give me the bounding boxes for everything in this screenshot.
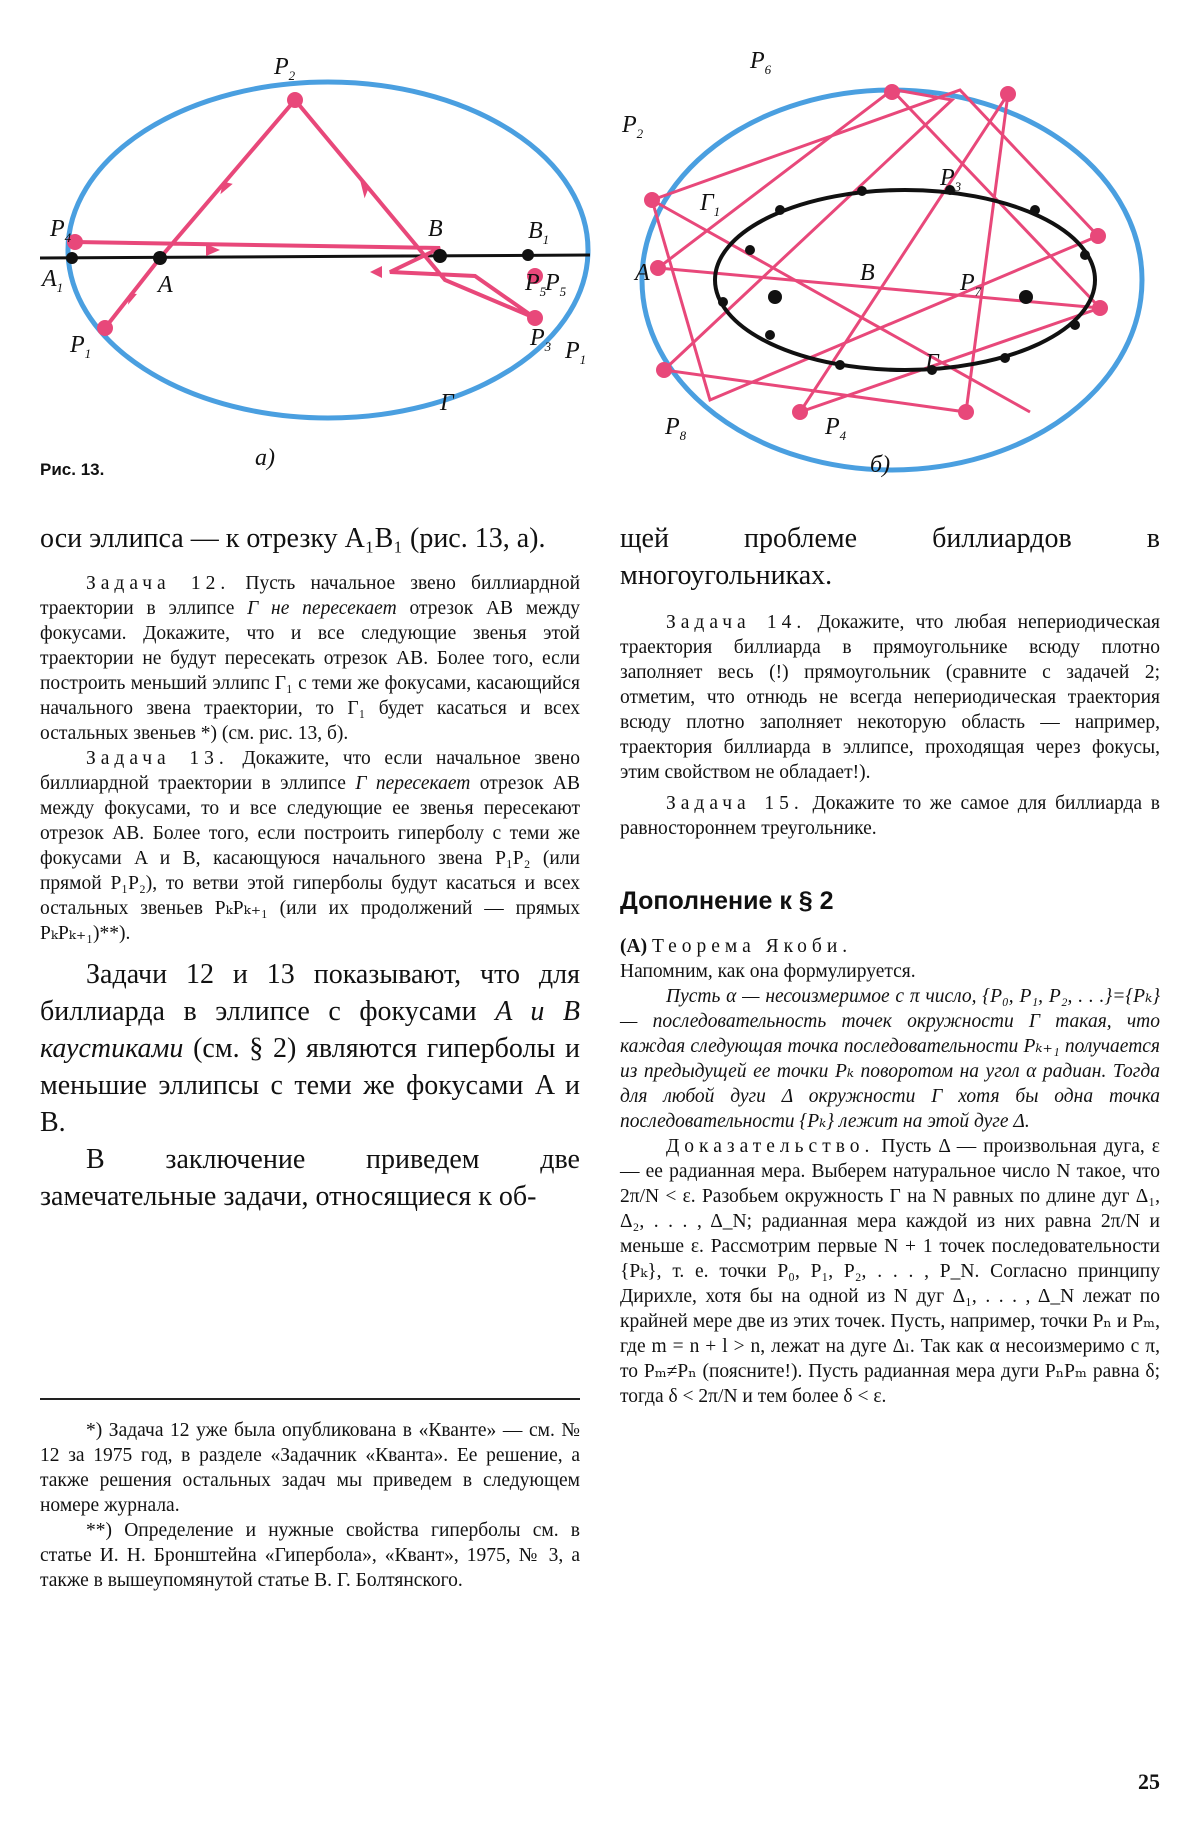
label-A: A	[158, 272, 173, 298]
label-G1: $Г_1$	[700, 190, 721, 219]
subfigure-b-label: б)	[870, 452, 891, 478]
problem-12: Задача 12. Пусть начальное звено биллиардной траектории в эллипсе Г не пересекает отрезок AB между фокусами. Докажите, что и все следующие звенья этой траектории не будут пересекать отрезок AB. Более того, если построить меньший эллипс Г₁ с теми же фокусами, касающийся начального звена траектории, то Г₁ будет касаться и всех остальных звеньев *) (см. рис. 13, б).	[40, 573, 580, 744]
label-B: B	[428, 216, 443, 242]
footnote-divider	[40, 1398, 580, 1400]
theorem-statement: Пусть α — несоизмеримое с π число, {P₀, P₁, P₂, . . .}={Pₖ} — последовательность точек окружности Г такая, что каждая следующая точка последовательности Pₖ₊₁ получается из предыдущей ее точки Pₖ поворотом на угол α радиан. Тогда для любой дуги Δ окружности Г хотя бы одна точка последовательности {Pₖ} лежит на этой дуге Δ.	[620, 986, 1160, 1132]
label-B1: $B_1$	[528, 218, 550, 247]
label-A: A	[635, 260, 650, 286]
label-P6: $P_6$	[750, 48, 772, 77]
label-Gamma: Г	[440, 390, 454, 416]
subfigure-a-label: а)	[255, 445, 275, 471]
trajectory	[652, 90, 1100, 412]
label-P5: $P_5$	[525, 270, 547, 299]
label-P3: $P_3$	[530, 325, 552, 354]
focus-B	[1019, 290, 1033, 304]
right-column	[620, 520, 1160, 1409]
figure-13a	[30, 40, 590, 440]
major-axis-line	[40, 255, 590, 258]
label-P5: $P_5$	[545, 270, 567, 299]
page-number: 25	[1138, 1769, 1160, 1794]
label-B: B	[860, 260, 875, 286]
jacobi-title: (А) Теорема Якоби.	[620, 936, 853, 957]
label-P4: $P_4$	[50, 216, 72, 245]
label-P1: $P_1$	[70, 332, 92, 361]
label-P1: $P_1$	[565, 338, 587, 367]
paragraph-conclusion: В заключение приведем две замечательные задачи, относящиеся к об-	[40, 1144, 580, 1212]
label-A1: $A_1$	[42, 266, 64, 295]
problem-13: Задача 13. Докажите, что если начальное звено биллиардной траектории в эллипсе Г пересекает отрезок AB между фокусами, то и все следующие ее звенья пересекают отрезок AB. Более того, если построить гиперболу с теми же фокусами A и B, касающуюся начального звена P₁P₂ (или прямой P₁P₂), то ветви этой гиперболы будут касаться и всех остальных звеньев PₖPₖ₊₁ (или их продолжений — прямых PₖPₖ₊₁)**).	[40, 748, 580, 944]
figure-caption: Рис. 13.	[40, 460, 105, 479]
continuation-text: щей проблеме биллиардов в многоугольниках.	[620, 523, 1160, 591]
points	[66, 92, 543, 336]
label-P4: $P_4$	[825, 414, 847, 443]
proof: Доказательство. Пусть Δ — произвольная дуга, ε — ее радианная мера. Выберем натуральное число N такое, что 2π/N < ε. Разобьем окружность Г на N равных по длине дуг Δ₁, Δ₂, . . . , Δ_N; радианная мера каждой из них равна 2π/N и меньше ε. Рассмотрим первые N + 1 точек последовательности {Pₖ}, т. е. точки P₀, P₁, P₂, . . . , P_N. Согласно принципу Дирихле, хотя бы на одной из N дуг Δ₁, . . . , Δ_N лежат по крайней мере две из этих точек. Пусть, например, точки Pₙ и Pₘ, где m = n + l > n, лежат на дуге Δₗ. Так как α несоизмеримо с π, то Pₘ≠Pₙ (поясните!). Пусть радианная мера дуги PₙPₘ равна δ; тогда δ < 2π/N и тем более δ < ε.	[620, 1136, 1160, 1407]
label-P3: $P_3$	[940, 165, 962, 194]
section-heading: Дополнение к § 2	[620, 887, 834, 915]
paragraph-caustics: Задачи 12 и 13 показывают, что для биллиарда в эллипсе с фокусами A и B каустиками (см. § 2) являются гиперболы и меньшие эллипсы с теми же фокусами A и B.	[40, 959, 580, 1138]
continuation-text: оси эллипса — к отрезку A₁B₁ (рис. 13, а).	[40, 523, 546, 554]
problem-14: Задача 14. Докажите, что любая непериодическая траектория биллиарда в прямоугольнике всюду плотно заполняет весь (!) прямоугольник (сравните с задачей 2; отметим, что отнюдь не всегда непериодическая траектория всюду плотно заполняет некоторую область — например, траектория биллиарда в эллипсе, проходящая через фокусы, этим свойством не обладает!).	[620, 612, 1160, 783]
focus-A	[768, 290, 782, 304]
label-Gamma: Г	[925, 350, 939, 376]
left-column	[40, 520, 580, 1215]
footnotes	[40, 1418, 580, 1593]
label-P7: $P_7$	[960, 270, 982, 299]
footnote-1: *) Задача 12 уже была опубликована в «Кванте» — см. № 12 за 1975 год, в разделе «Задачник «Кванта». Ее решение, а также решения остальных задач мы приведем в следующем номере журнала.	[40, 1420, 580, 1516]
problem-15: Задача 15. Докажите то же самое для биллиарда в равностороннем треугольнике.	[620, 793, 1160, 839]
footnote-2: **) Определение и нужные свойства гиперболы см. в статье И. Н. Бронштейна «Гипербола», «Квант», 1975, № 3, а также в вышеупомянутой статье В. Г. Болтянского.	[40, 1520, 580, 1591]
label-P8: $P_8$	[665, 414, 687, 443]
label-P2: $P_2$	[622, 112, 644, 141]
label-P2: $P_2$	[274, 54, 296, 83]
jacobi-intro: Напомним, как она формулируется.	[620, 961, 916, 982]
ellipse-gamma	[68, 82, 588, 418]
